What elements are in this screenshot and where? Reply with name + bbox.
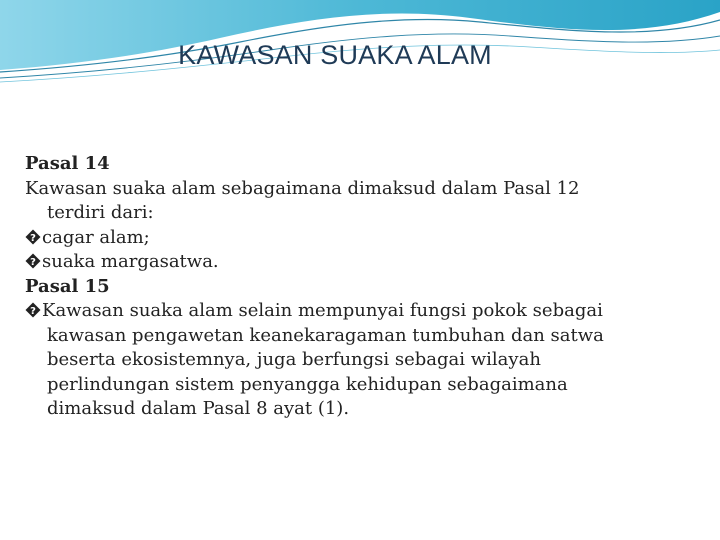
list-item-text: suaka margasatwa.	[42, 251, 219, 272]
pasal-14-intro-line-2: terdiri dari:	[47, 202, 154, 223]
svg-text:?: ?	[30, 306, 36, 317]
pasal-14-heading: Pasal 14	[25, 153, 110, 174]
pasal-14-intro-line-1: Kawasan suaka alam sebagaimana dimaksud dalam Pasal 12	[25, 177, 580, 199]
pasal-15-heading: Pasal 15	[25, 275, 110, 297]
slide-title: KAWASAN SUAKA ALAM	[178, 40, 492, 70]
pasal-15-line-5: dimaksud dalam Pasal 8 ayat (1).	[47, 398, 350, 419]
pasal-15-line-1	[25, 299, 690, 324]
svg-text:?: ?	[30, 232, 36, 244]
list-item-text: cagar alam;	[42, 226, 150, 248]
list-item	[25, 250, 690, 275]
replacement-character-icon	[25, 302, 41, 318]
replacement-character-icon	[25, 253, 41, 269]
pasal-15-line-3: beserta ekosistemnya, juga berfungsi sebagai wilayah	[47, 349, 541, 370]
slide-body	[25, 152, 690, 422]
pasal-15-line-2: kawasan pengawetan keanekaragaman tumbuhan dan satwa	[47, 324, 604, 346]
pasal-15-line-4: perlindungan sistem penyangga kehidupan sebagaimana	[47, 373, 568, 395]
list-item	[25, 226, 690, 251]
pasal-15-text: Kawasan suaka alam selain mempunyai fungsi pokok sebagai	[42, 300, 603, 321]
replacement-character-icon	[25, 229, 41, 245]
svg-text:?: ?	[30, 257, 36, 268]
